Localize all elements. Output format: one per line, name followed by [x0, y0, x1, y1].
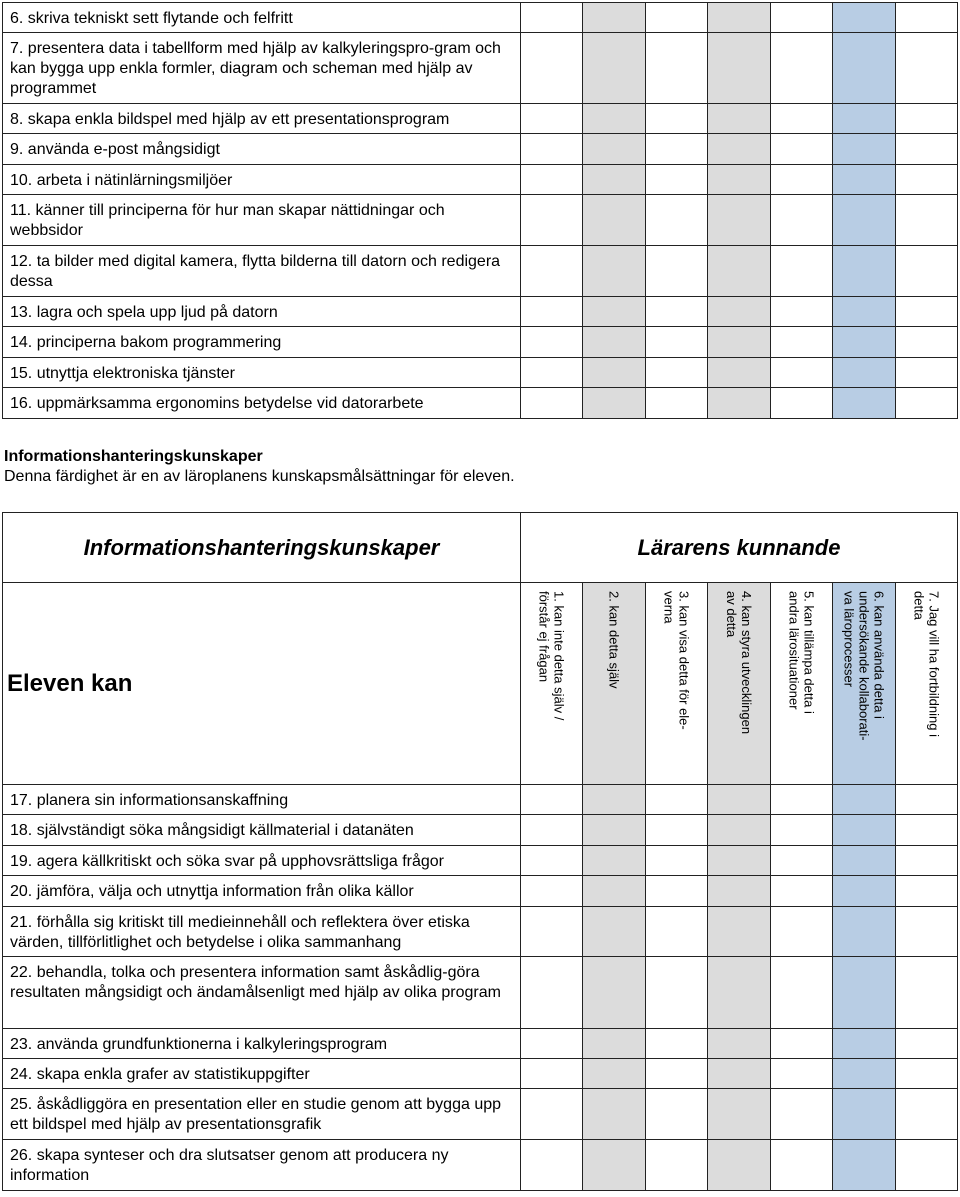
rating-cell-2[interactable]	[583, 815, 645, 846]
skill-label: 9. använda e-post mångsidigt	[3, 134, 521, 165]
rating-cell-1[interactable]	[521, 33, 583, 104]
rating-cell-2[interactable]	[583, 876, 645, 907]
table-row	[3, 957, 958, 1029]
table-row	[3, 846, 958, 876]
rating-cell-7[interactable]	[895, 876, 957, 907]
rating-cell-4[interactable]	[708, 1029, 770, 1059]
rating-cell-5[interactable]	[770, 815, 832, 846]
rating-cell-7[interactable]	[895, 195, 957, 246]
table-row	[3, 246, 958, 297]
rating-cell-3[interactable]	[645, 1029, 707, 1059]
rating-cell-5[interactable]	[770, 165, 832, 195]
rating-cell-6[interactable]	[833, 165, 895, 195]
rating-cell-3[interactable]	[645, 815, 707, 846]
rating-cell-6[interactable]	[833, 297, 895, 327]
rating-cell-2[interactable]	[583, 907, 645, 957]
rating-cell-5[interactable]	[770, 358, 832, 388]
rating-cell-6[interactable]	[833, 327, 895, 358]
table-row	[3, 165, 958, 195]
rating-cell-7[interactable]	[895, 297, 957, 327]
rating-cell-6[interactable]	[833, 1089, 895, 1140]
rating-cell-5[interactable]	[770, 957, 832, 1029]
table-row	[3, 358, 958, 388]
rating-cell-2[interactable]	[583, 134, 645, 165]
table-row	[3, 297, 958, 327]
rating-cell-7[interactable]	[895, 134, 957, 165]
rating-cell-6[interactable]	[833, 1140, 895, 1191]
rating-cell-1[interactable]	[521, 358, 583, 388]
rating-cell-6[interactable]	[833, 134, 895, 165]
table-row	[3, 907, 958, 957]
rating-cell-5[interactable]	[770, 1029, 832, 1059]
rating-cell-4[interactable]	[708, 104, 770, 134]
rating-cell-7[interactable]	[895, 815, 957, 846]
rating-cell-4[interactable]	[708, 33, 770, 104]
rating-cell-4[interactable]	[708, 785, 770, 815]
rating-cell-2[interactable]	[583, 246, 645, 297]
rating-cell-6[interactable]	[833, 957, 895, 1029]
rating-cell-4[interactable]	[708, 846, 770, 876]
rating-cell-1[interactable]	[521, 785, 583, 815]
rating-cell-2[interactable]	[583, 33, 645, 104]
skill-label: 19. agera källkritiskt och söka svar på upphovsrättsliga frågor	[3, 846, 521, 876]
rating-cell-4[interactable]	[708, 358, 770, 388]
rating-cell-4[interactable]	[708, 134, 770, 165]
rating-cell-4[interactable]	[708, 388, 770, 419]
table-row	[3, 388, 958, 419]
table-row	[3, 104, 958, 134]
rating-cell-4[interactable]	[708, 1140, 770, 1191]
rating-cell-3[interactable]	[645, 297, 707, 327]
skill-label: 23. använda grundfunktionerna i kalkyleringsprogram	[3, 1029, 521, 1059]
rating-cell-1[interactable]	[521, 876, 583, 907]
rating-column-header-5	[770, 583, 832, 785]
rating-cell-7[interactable]	[895, 1140, 957, 1191]
rating-cell-2[interactable]	[583, 1059, 645, 1089]
rating-cell-5[interactable]	[770, 388, 832, 419]
rating-column-label: 2. kan detta själv	[606, 591, 622, 689]
rating-cell-7[interactable]	[895, 1089, 957, 1140]
rating-cell-3[interactable]	[645, 104, 707, 134]
rating-cell-4[interactable]	[708, 297, 770, 327]
rating-column-label: 5. kan tillämpa detta i andra lärosituationer	[786, 591, 817, 714]
table-row	[3, 785, 958, 815]
rating-cell-5[interactable]	[770, 3, 832, 33]
skills-table-bottom	[2, 512, 958, 1191]
rating-cell-6[interactable]	[833, 3, 895, 33]
rating-cell-7[interactable]	[895, 957, 957, 1029]
rating-cell-3[interactable]	[645, 3, 707, 33]
rating-cell-3[interactable]	[645, 1089, 707, 1140]
table-row	[3, 3, 958, 33]
rating-cell-4[interactable]	[708, 957, 770, 1029]
rating-cell-3[interactable]	[645, 957, 707, 1029]
rating-cell-3[interactable]	[645, 358, 707, 388]
rating-cell-1[interactable]	[521, 3, 583, 33]
rating-cell-2[interactable]	[583, 297, 645, 327]
rating-cell-6[interactable]	[833, 388, 895, 419]
rating-cell-2[interactable]	[583, 1029, 645, 1059]
skill-label: 24. skapa enkla grafer av statistikuppgifter	[3, 1059, 521, 1089]
rating-cell-1[interactable]	[521, 297, 583, 327]
rating-cell-1[interactable]	[521, 1089, 583, 1140]
rating-cell-5[interactable]	[770, 876, 832, 907]
rating-cell-7[interactable]	[895, 33, 957, 104]
table-title: Informationshanteringskunskaper	[3, 513, 521, 583]
table-row	[3, 134, 958, 165]
rating-cell-2[interactable]	[583, 327, 645, 358]
skill-label: 11. känner till principerna för hur man skapar nättidningar och webbsidor	[3, 195, 521, 246]
rating-cell-3[interactable]	[645, 195, 707, 246]
rating-cell-1[interactable]	[521, 134, 583, 165]
rating-cell-7[interactable]	[895, 1029, 957, 1059]
rating-cell-6[interactable]	[833, 358, 895, 388]
rating-cell-4[interactable]	[708, 165, 770, 195]
rating-cell-5[interactable]	[770, 297, 832, 327]
rating-cell-5[interactable]	[770, 846, 832, 876]
rating-cell-5[interactable]	[770, 1059, 832, 1089]
rating-cell-1[interactable]	[521, 104, 583, 134]
rating-cell-3[interactable]	[645, 1059, 707, 1089]
skill-label: 20. jämföra, välja och utnyttja information från olika källor	[3, 876, 521, 907]
skill-label: 10. arbeta i nätinlärningsmiljöer	[3, 165, 521, 195]
skill-label: 13. lagra och spela upp ljud på datorn	[3, 297, 521, 327]
skill-label: 16. uppmärksamma ergonomins betydelse vid datorarbete	[3, 388, 521, 419]
skill-label: 22. behandla, tolka och presentera information samt åskådlig-göra resultaten mångsidigt och ändamålsenligt med hjälp av olika program	[3, 957, 521, 1029]
rating-cell-3[interactable]	[645, 327, 707, 358]
rating-cell-1[interactable]	[521, 1059, 583, 1089]
rating-cell-7[interactable]	[895, 907, 957, 957]
rating-cell-4[interactable]	[708, 1089, 770, 1140]
rating-cell-1[interactable]	[521, 195, 583, 246]
rating-cell-5[interactable]	[770, 246, 832, 297]
eleven-kan-label: Eleven kan	[3, 583, 521, 785]
skill-label: 25. åskådliggöra en presentation eller en studie genom att bygga upp ett bildspel med hjälp av presentationsgrafik	[3, 1089, 521, 1140]
rating-cell-7[interactable]	[895, 785, 957, 815]
rating-cell-3[interactable]	[645, 907, 707, 957]
rating-cell-5[interactable]	[770, 104, 832, 134]
rating-cell-6[interactable]	[833, 1059, 895, 1089]
rating-cell-2[interactable]	[583, 785, 645, 815]
rating-cell-6[interactable]	[833, 785, 895, 815]
rating-cell-1[interactable]	[521, 907, 583, 957]
section-intro	[4, 447, 515, 487]
rating-column-label: 3. kan visa detta för ele- verna	[661, 591, 692, 730]
rating-cell-2[interactable]	[583, 3, 645, 33]
rating-cell-5[interactable]	[770, 907, 832, 957]
rating-cell-2[interactable]	[583, 388, 645, 419]
skill-label: 6. skriva tekniskt sett flytande och felfritt	[3, 3, 521, 33]
rating-cell-7[interactable]	[895, 846, 957, 876]
rating-column-label: 4. kan styra utvecklingen av detta	[723, 591, 754, 735]
rating-cell-2[interactable]	[583, 165, 645, 195]
table-row	[3, 195, 958, 246]
rating-cell-2[interactable]	[583, 846, 645, 876]
rating-cell-7[interactable]	[895, 165, 957, 195]
rating-cell-3[interactable]	[645, 388, 707, 419]
rating-cell-3[interactable]	[645, 846, 707, 876]
rating-cell-3[interactable]	[645, 165, 707, 195]
rating-column-label: 6. kan använda detta i undersökande kollaborati- va läroprocesser	[841, 591, 887, 741]
rating-column-header-6	[833, 583, 895, 785]
table-row	[3, 33, 958, 104]
skill-label: 8. skapa enkla bildspel med hjälp av ett presentationsprogram	[3, 104, 521, 134]
rating-cell-6[interactable]	[833, 907, 895, 957]
rating-cell-1[interactable]	[521, 815, 583, 846]
rating-cell-7[interactable]	[895, 3, 957, 33]
teacher-competence-title: Lärarens kunnande	[521, 513, 958, 583]
skill-label: 12. ta bilder med digital kamera, flytta bilderna till datorn och redigera dessa	[3, 246, 521, 297]
rating-cell-4[interactable]	[708, 3, 770, 33]
rating-cell-3[interactable]	[645, 785, 707, 815]
rating-cell-7[interactable]	[895, 388, 957, 419]
skill-label: 14. principerna bakom programmering	[3, 327, 521, 358]
rating-cell-4[interactable]	[708, 815, 770, 846]
rating-cell-7[interactable]	[895, 327, 957, 358]
table-row	[3, 327, 958, 358]
rating-cell-1[interactable]	[521, 1029, 583, 1059]
rating-cell-6[interactable]	[833, 876, 895, 907]
rating-cell-2[interactable]	[583, 1089, 645, 1140]
rating-cell-2[interactable]	[583, 195, 645, 246]
rating-cell-5[interactable]	[770, 785, 832, 815]
rating-cell-4[interactable]	[708, 1059, 770, 1089]
rating-cell-6[interactable]	[833, 846, 895, 876]
rating-cell-6[interactable]	[833, 1029, 895, 1059]
table-row	[3, 1029, 958, 1059]
rating-cell-5[interactable]	[770, 1089, 832, 1140]
rating-cell-4[interactable]	[708, 195, 770, 246]
skill-label: 17. planera sin informationsanskaffning	[3, 785, 521, 815]
rating-cell-5[interactable]	[770, 195, 832, 246]
rating-cell-1[interactable]	[521, 165, 583, 195]
rating-cell-7[interactable]	[895, 104, 957, 134]
rating-cell-1[interactable]	[521, 957, 583, 1029]
rating-column-header-3	[645, 583, 707, 785]
rating-cell-4[interactable]	[708, 246, 770, 297]
rating-cell-5[interactable]	[770, 1140, 832, 1191]
rating-cell-3[interactable]	[645, 876, 707, 907]
rating-cell-1[interactable]	[521, 846, 583, 876]
rating-cell-3[interactable]	[645, 134, 707, 165]
rating-column-header-4	[708, 583, 770, 785]
rating-column-label: 1. kan inte detta själv / förstår ej frågan	[536, 591, 567, 721]
rating-column-header-7	[895, 583, 957, 785]
rating-cell-2[interactable]	[583, 1140, 645, 1191]
skill-label: 26. skapa synteser och dra slutsatser genom att producera ny information	[3, 1140, 521, 1191]
rating-cell-5[interactable]	[770, 134, 832, 165]
rating-cell-6[interactable]	[833, 246, 895, 297]
skill-label: 18. självständigt söka mångsidigt källmaterial i datanäten	[3, 815, 521, 846]
rating-cell-4[interactable]	[708, 907, 770, 957]
table-row	[3, 1140, 958, 1191]
rating-cell-1[interactable]	[521, 1140, 583, 1191]
rating-cell-2[interactable]	[583, 358, 645, 388]
rating-cell-7[interactable]	[895, 246, 957, 297]
rating-cell-1[interactable]	[521, 388, 583, 419]
rating-cell-6[interactable]	[833, 104, 895, 134]
section-heading: Informationshanteringskunskaper	[4, 448, 263, 465]
skill-label: 7. presentera data i tabellform med hjälp av kalkyleringspro-gram och kan bygga upp enkla formler, diagram och scheman med hjälp av programmet	[3, 33, 521, 104]
rating-cell-1[interactable]	[521, 327, 583, 358]
skills-table-top	[2, 2, 958, 419]
rating-column-header-1	[521, 583, 583, 785]
table-row	[3, 1089, 958, 1140]
rating-cell-4[interactable]	[708, 327, 770, 358]
rating-cell-6[interactable]	[833, 33, 895, 104]
skill-label: 15. utnyttja elektroniska tjänster	[3, 358, 521, 388]
rating-cell-3[interactable]	[645, 246, 707, 297]
skill-label: 21. förhålla sig kritiskt till medieinnehåll och reflektera över etiska värden, tillförlitlighet och betydelse i olika sammanhang	[3, 907, 521, 957]
table-row	[3, 815, 958, 846]
rating-cell-4[interactable]	[708, 876, 770, 907]
rating-column-header-2	[583, 583, 645, 785]
rating-cell-5[interactable]	[770, 33, 832, 104]
rating-cell-7[interactable]	[895, 358, 957, 388]
section-description: Denna färdighet är en av läroplanens kunskapsmålsättningar för eleven.	[4, 468, 515, 485]
rating-cell-1[interactable]	[521, 246, 583, 297]
rating-cell-2[interactable]	[583, 104, 645, 134]
rating-cell-2[interactable]	[583, 957, 645, 1029]
table-row	[3, 876, 958, 907]
rating-cell-3[interactable]	[645, 33, 707, 104]
table-row	[3, 1059, 958, 1089]
rating-cell-6[interactable]	[833, 195, 895, 246]
rating-cell-5[interactable]	[770, 327, 832, 358]
rating-cell-7[interactable]	[895, 1059, 957, 1089]
rating-cell-3[interactable]	[645, 1140, 707, 1191]
rating-cell-6[interactable]	[833, 815, 895, 846]
rating-column-label: 7. Jag vill ha fortbildning i detta	[911, 591, 942, 737]
